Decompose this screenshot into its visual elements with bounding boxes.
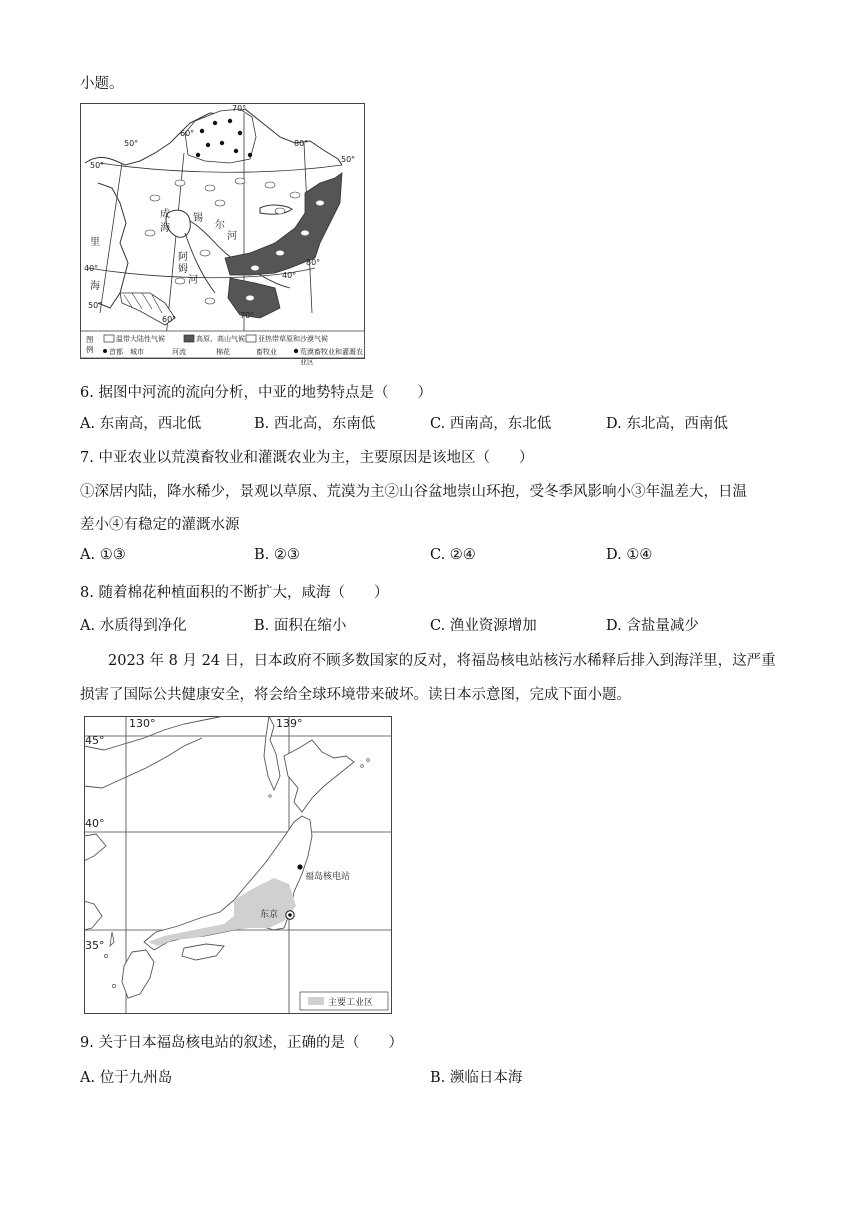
map1-place-label: 姆 [178, 264, 188, 275]
q7-option-b[interactable]: B. ②③ [254, 547, 300, 563]
q8-option-d[interactable]: D. 含盐量减少 [606, 618, 699, 634]
q7-option-c[interactable]: C. ②④ [430, 547, 476, 563]
map1-lat-label: 50° [124, 139, 139, 148]
q6-stem: 6. 据图中河流的流向分析，中亚的地势特点是（ ） [80, 385, 432, 401]
q6-option-d[interactable]: D. 东北高，西南低 [606, 416, 728, 432]
q8-option-b[interactable]: B. 面积在缩小 [254, 618, 347, 634]
q7-option-d[interactable]: D. ①④ [606, 547, 653, 563]
q9-option-b[interactable]: B. 濒临日本海 [430, 1070, 523, 1086]
q8-option-a[interactable]: A. 水质得到净化 [80, 618, 187, 634]
map1-place-label: 锡 [193, 213, 203, 224]
q6-option-a[interactable]: A. 东南高，西北低 [80, 416, 202, 432]
map1-place-label: 尔 [215, 220, 225, 231]
map1-lat-label: 80° [294, 139, 309, 148]
map1-legend-item: 亚热带草原和沙漠气候 [258, 335, 328, 343]
map1-place-label: 阿 [178, 252, 188, 263]
map1-lat-label: 80° [306, 258, 321, 267]
q6-option-c[interactable]: C. 西南高，东北低 [430, 416, 552, 432]
q6-option-b[interactable]: B. 西北高，东南低 [254, 416, 376, 432]
map2-lat-label: 35° [85, 939, 105, 952]
map1-place-label: 海 [90, 281, 100, 292]
tokyo-label: 东京 [260, 910, 279, 920]
map1-lat-label: 40° [84, 264, 99, 273]
map2-lon-label: 139° [276, 717, 303, 730]
map1-place-label: 里 [90, 237, 100, 248]
map1-legend-item: 城市 [130, 348, 144, 356]
map2-lat-label: 40° [85, 817, 105, 830]
map1-legend-item: 荒漠畜牧业和灌溉农业区 [300, 348, 363, 366]
intro-tail: 小题。 [80, 76, 124, 92]
fukushima-label: 福岛核电站 [305, 872, 351, 882]
map2-lon-label: 130° [129, 717, 156, 730]
map1-lat-label: 70° [240, 311, 255, 320]
map1-legend-item: 畜牧业 [256, 348, 277, 356]
map1-place-label: 河 [227, 231, 237, 242]
map1-lat-label: 50° [90, 161, 105, 170]
q7-stem: 7. 中亚农业以荒漠畜牧业和灌溉农业为主，主要原因是该地区（ ） [80, 450, 534, 466]
map1-legend-item: 棉花 [216, 348, 230, 356]
map1-place-label: 河 [188, 275, 198, 286]
q9-stem: 9. 关于日本福岛核电站的叙述，正确的是（ ） [80, 1035, 403, 1051]
q7-option-a[interactable]: A. ①③ [80, 547, 126, 563]
q9-option-a[interactable]: A. 位于九州岛 [80, 1070, 173, 1086]
japan-map [84, 716, 392, 1014]
map1-lat-label: 70° [232, 104, 247, 113]
map1-legend-item: 河流 [172, 348, 186, 356]
map2-legend-label: 主要工业区 [328, 998, 374, 1008]
passage-line1: 2023 年 8 月 24 日，日本政府不顾多数国家的反对，将福岛核电站核污水稀释后排入到海洋里，这严重 [108, 653, 776, 669]
map1-lat-label: 60° [180, 129, 195, 138]
central-asia-map [80, 103, 365, 366]
q8-stem: 8. 随着棉花种植面积的不断扩大，咸海（ ） [80, 585, 389, 601]
map1-legend-item: 首都 [109, 348, 123, 356]
map1-lat-label: 40° [282, 271, 297, 280]
map1-legend-item: 温带大陆性气候 [116, 335, 165, 343]
map1-place-label: 成 [160, 209, 170, 220]
q7-items-line1: ①深居内陆，降水稀少，景观以草原、荒漠为主②山谷盆地崇山环抱，受冬季风影响小③年温差大，日温 [80, 484, 747, 500]
map1-place-label: 海 [160, 223, 170, 234]
map1-lat-label: 60° [162, 315, 177, 324]
map1-legend-title: 图例 [86, 335, 94, 354]
passage-line2: 损害了国际公共健康安全，将会给全球环境带来破坏。读日本示意图，完成下面小题。 [80, 687, 631, 703]
map1-lat-label: 50° [341, 155, 356, 164]
q8-option-c[interactable]: C. 渔业资源增加 [430, 618, 537, 634]
map1-lat-label: 50° [88, 301, 103, 310]
map2-lat-label: 45° [85, 734, 105, 747]
map1-legend-item: 高原、高山气候 [196, 335, 245, 343]
q7-items-line2: 差小④有稳定的灌溉水源 [80, 517, 240, 533]
